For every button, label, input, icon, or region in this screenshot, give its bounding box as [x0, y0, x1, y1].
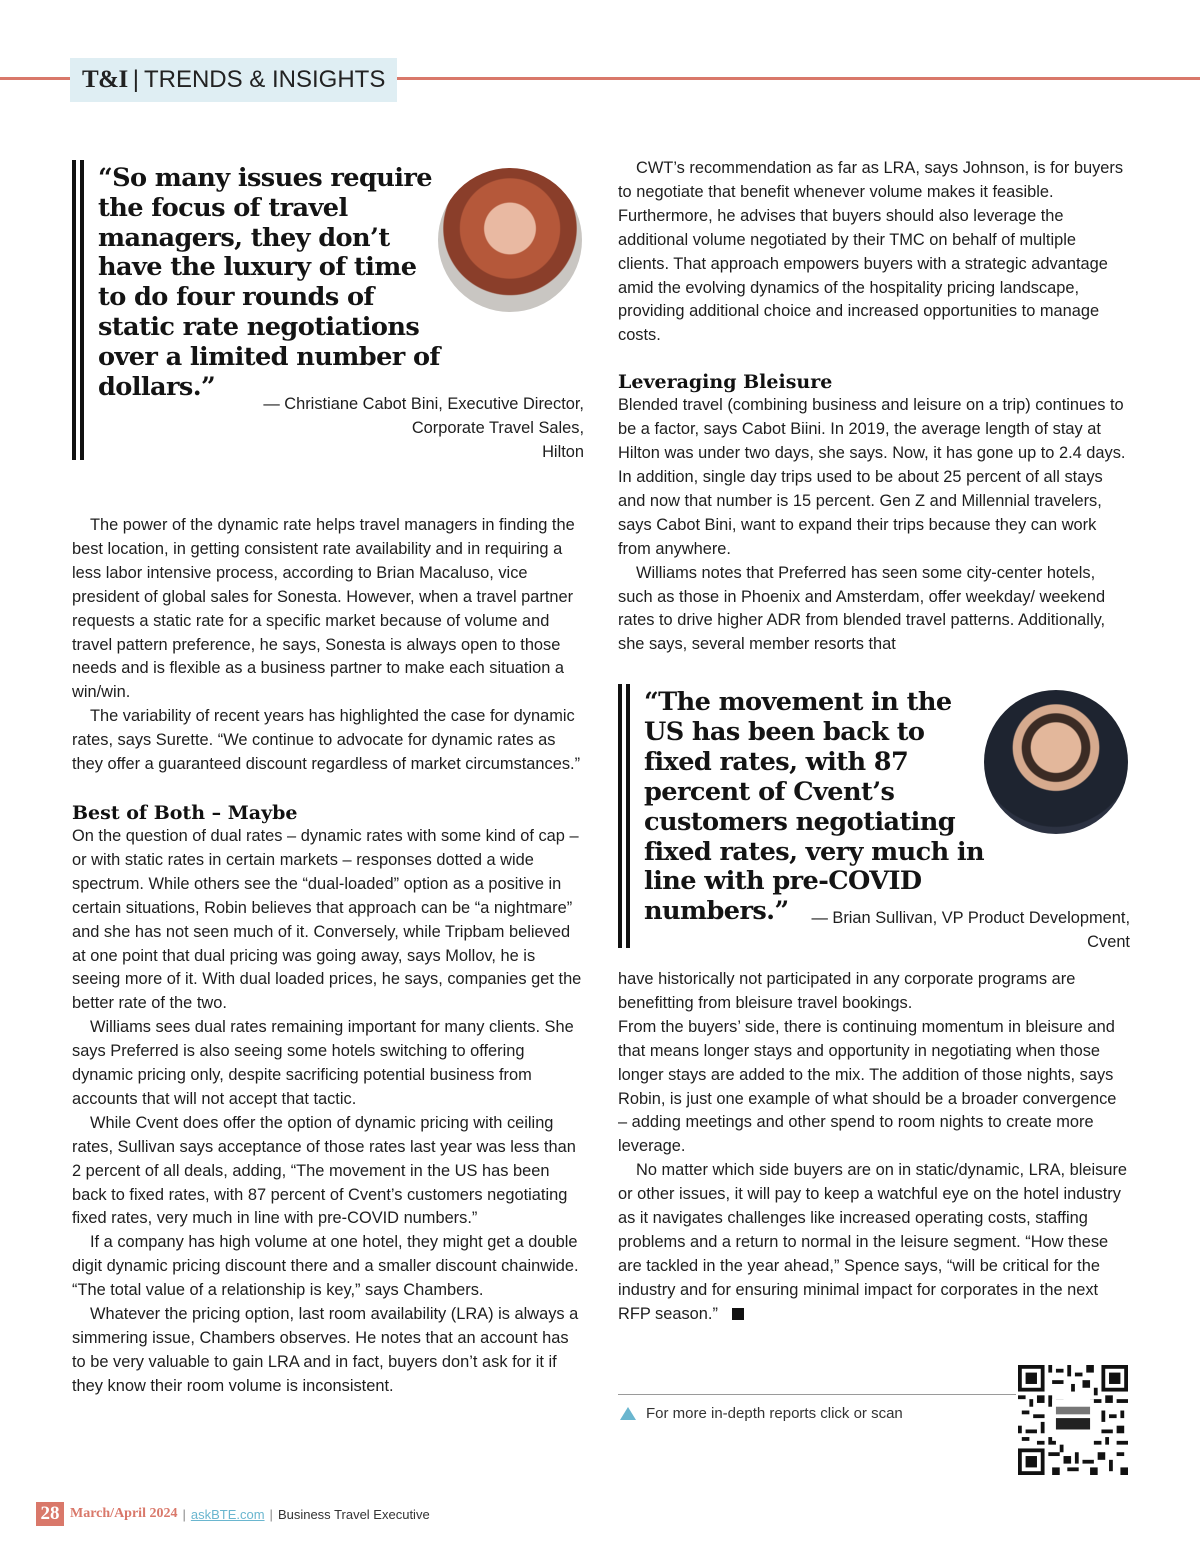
paragraph: Blended travel (combining business and leisure on a trip) continues to be a factor, says Cabot Biini. In 2019, the average length of stay at Hilton was under two days, she says. Now, it has gone up to 2.4 days. In addition, single day trips used to be about 25 percent of all stays and now that number is 15 percent. Gen Z and Millennial travelers, says Cabot Bini, want to expand their trips because they can work from anywhere.	[618, 396, 1126, 558]
paragraph: The variability of recent years has highlighted the case for dynamic rates, says Surette. “We continue to advocate for dynamic rates as they offer a guaranteed discount regardless of market circumstances.”	[72, 707, 581, 774]
right-column-bottom	[618, 968, 1130, 1327]
pull-quote-attribution	[204, 392, 584, 464]
footer	[36, 1502, 430, 1526]
section-header	[70, 58, 397, 102]
page-number: 28	[36, 1502, 64, 1526]
paragraph	[618, 1159, 1130, 1326]
attribution-line: — Brian Sullivan, VP Product Development,	[811, 909, 1130, 927]
publication-name: Business Travel Executive	[277, 1506, 430, 1522]
footer-separator: |	[182, 1506, 186, 1522]
attribution-line: Cvent	[1087, 933, 1130, 951]
qr-divider	[618, 1394, 1016, 1395]
paragraph: Whatever the pricing option, last room availability (LRA) is always a simmering issue, Chambers observes. He notes that an account has to be very valuable to gain LRA and in fact, buyers don’t ask for it if they know their room volume is inconsistent.	[72, 1305, 579, 1395]
paragraph: From the buyers’ side, there is continuing momentum in bleisure and that means longer stays and opportunity in negotiating when those longer stays are added to the mix. The addition of those nights, says Robin, is just one example of what should be a broader convergence – adding meetings and other spend to room nights to create more leverage.	[618, 1017, 1117, 1156]
quote-bars	[72, 160, 84, 460]
triangle-icon	[620, 1407, 636, 1420]
paragraph: While Cvent does offer the option of dynamic pricing with ceiling rates, Sullivan says acceptance of those rates last year was less than 2 percent of all deals, adding, “The movement in the US has been back to fixed rates, with 87 percent of Cvent’s customers negotiating fixed rates, very much in line with pre-COVID numbers.”	[72, 1113, 576, 1228]
qr-code-icon[interactable]	[1018, 1365, 1128, 1475]
qr-note-text: For more in-depth reports click or scan	[646, 1405, 903, 1422]
footer-separator: |	[269, 1506, 273, 1522]
portrait-photo	[438, 168, 582, 312]
paragraph: The power of the dynamic rate helps travel managers in finding the best location, in getting consistent rate availability and in requiring a less labor intensive process, according to Brian Macaluso, vice president of global sales for Sonesta. However, when a travel partner requests a static rate for a specific market because of volume and travel pattern preference, he says, Sonesta is always open to those needs and is flexible as a business partner to make each situation a win/win.	[72, 516, 575, 702]
attribution-line: — Christiane Cabot Bini, Executive Director,	[263, 395, 584, 413]
left-column	[72, 514, 584, 1399]
section-abbr: T&I	[82, 66, 128, 93]
section-heading: Best of Both – Maybe	[72, 801, 298, 824]
paragraph-text: No matter which side buyers are on in static/dynamic, LRA, bleisure or other issues, it will pay to keep a watchful eye on the hotel industry as it navigates challenges like increased operating costs, staffing problems and a return to normal in the leisure segment. “How these are tackled in the year ahead,” Spence says, “will be critical for the industry and for ensuring minimal impact for corporates in the next RFP season.”	[618, 1161, 1128, 1323]
header-separator: |	[132, 66, 139, 93]
right-column-top	[618, 157, 1130, 657]
pull-quote-text: “The movement in the US has been back to fixed rates, with 87 percent of Cvent’s customers negotiating fixed rates, very much in line with pre-COVID numbers.”	[644, 687, 985, 927]
pull-quote-hilton	[72, 160, 584, 460]
paragraph: Williams notes that Preferred has seen some city-center hotels, such as those in Phoenix and Amsterdam, offer weekday/ weekend rates to drive higher ADR from blended travel patterns. Additionally, she says, several member resorts that	[618, 563, 1106, 654]
attribution-line: Corporate Travel Sales,	[411, 419, 584, 437]
issue-date: March/April 2024	[70, 1506, 178, 1521]
end-mark-icon	[732, 1308, 744, 1320]
attribution-line: Hilton	[542, 443, 584, 461]
paragraph: Williams sees dual rates remaining important for many clients. She says Preferred is also seeing some hotels switching to offering dynamic pricing only, despite sacrificing potential business from accounts that will not accept that tactic.	[72, 1018, 574, 1108]
pull-quote-text: “So many issues require the focus of travel managers, they don’t have the luxury of time to do four rounds of static rate negotiations over a limited number of dollars.”	[98, 163, 440, 402]
paragraph: If a company has high volume at one hotel, they might get a double digit dynamic pricing discount there and a smaller discount chainwide. “The total value of a relationship is key,” says Chambers.	[72, 1233, 579, 1300]
pull-quote-attribution	[730, 906, 1130, 954]
section-name: TRENDS & INSIGHTS	[143, 66, 386, 93]
portrait-photo	[984, 690, 1128, 834]
paragraph: On the question of dual rates – dynamic rates with some kind of cap – or with static rates in certain markets – responses dotted a wide spectrum. While others see the “dual-loaded” option as a positive in certain situations, Robin believes that approach can be “a nightmare” and she has not seen much of it. Conversely, while Tripbam believed at one point that dual pricing was going away, says Mollov, he is seeing more of it. With dual loaded prices, he says, companies get the better rate of the two.	[72, 826, 582, 1013]
section-heading: Leveraging Bleisure	[618, 371, 833, 394]
qr-note[interactable]	[620, 1405, 903, 1422]
quote-bars	[618, 684, 630, 948]
paragraph: CWT’s recommendation as far as LRA, says Johnson, is for buyers to negotiate that benefit whenever volume makes it feasible. Furthermore, he advises that buyers should also leverage the additional volume negotiated by their TMC on behalf of multiple clients. That approach empowers buyers with a strategic advantage amid the evolving dynamics of the hospitality pricing landscape, providing additional choice and increased opportunities to manage costs.	[618, 159, 1124, 345]
pull-quote-cvent	[618, 684, 1130, 951]
paragraph: have historically not participated in any corporate programs are benefitting from bleisure travel bookings.	[618, 970, 1076, 1012]
site-link[interactable]: askBTE.com	[190, 1506, 265, 1522]
